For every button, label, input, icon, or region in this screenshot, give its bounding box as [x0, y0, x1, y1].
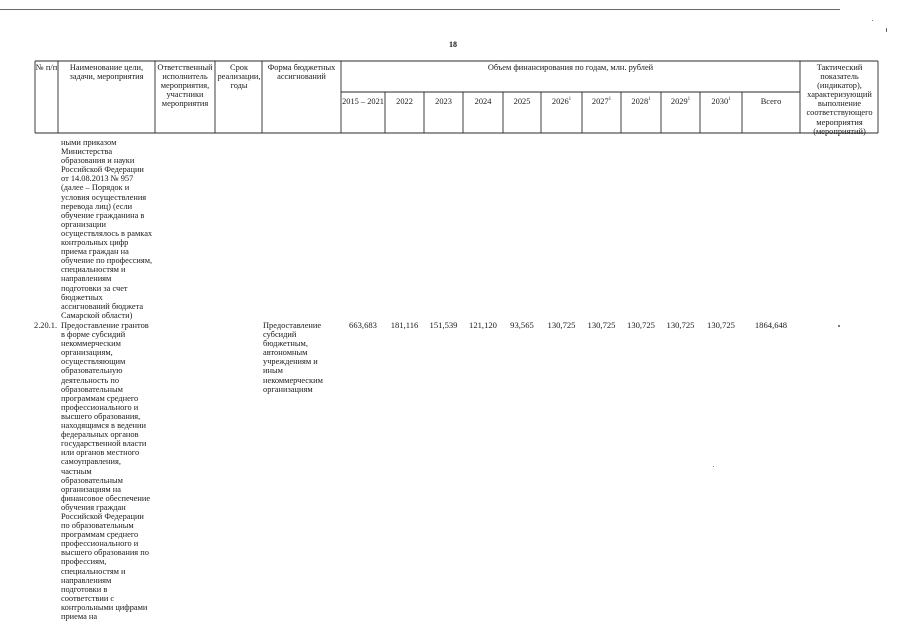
header-num: № п/п	[35, 63, 58, 72]
header-period: Срок реализации, годы	[217, 63, 261, 91]
footnote-marker: 1	[728, 97, 731, 103]
header-form: Форма бюджетных ассигнований	[267, 63, 336, 82]
year-header	[541, 97, 582, 106]
row-name: Предоставление грантов в форме субсидий некоммерческим организациям, осуществляющим образовательную деятельность по образовательным программам среднего профессионального и высшего образования, находящимся в ведении федеральных органов государственной власти или органов местного самоуправления, частным образовательным организациям на финансовое обеспечение обучения граждан Российской Федерации по образовательным программам среднего профессионального и высшего образования по профессиям, специальностям и направлениям подготовки в соответствии с контрольными цифрами приема на	[61, 321, 151, 621]
year-header: 2023	[435, 97, 452, 106]
value-cell: 130,725	[547, 320, 576, 330]
year-header-total: Всего	[760, 97, 782, 106]
footnote-marker: 1	[608, 97, 612, 103]
value-cell-total: 1864,648	[754, 320, 788, 330]
value-cell: 663,683	[349, 320, 377, 330]
year-label: 2028	[631, 97, 649, 106]
value-cell: 93,565	[510, 320, 534, 330]
value-cell: 130,725	[666, 320, 695, 330]
header-indicator: Тактический показатель (индикатор), характеризующий выполнение соответствующего мероприятия (мероприятий)	[806, 63, 873, 136]
continuation-text: ными приказом Министерства образования и науки Российской Федерации от 14.08.2013 № 957 (далее – Порядок и условия осуществления перевода лиц) (если обучение гражданина в организации осуществлялось в рамках контрольных цифр приема граждан на обучение по профессиям, специальностям и направлениям подготовки за счет бюджетных ассигнований бюджета Самарской области)	[61, 138, 153, 320]
year-label: 2026	[551, 97, 569, 106]
year-header	[621, 97, 661, 106]
scan-speck	[886, 28, 887, 32]
value-cell: 130,725	[707, 320, 735, 330]
year-label: 2030	[711, 97, 729, 106]
scan-speck	[872, 20, 873, 21]
year-header: 2025	[513, 97, 531, 106]
value-cell: 181,116	[390, 320, 419, 330]
year-header	[661, 97, 700, 106]
row-number: 2.20.1.	[34, 321, 58, 330]
value-cell: 130,725	[627, 320, 655, 330]
scan-speck	[838, 325, 840, 327]
header-responsible: Ответственный исполнитель мероприятия, участники мероприятия	[157, 63, 213, 109]
value-cell: 130,725	[587, 320, 616, 330]
footnote-marker: 1	[687, 97, 691, 103]
year-header	[582, 97, 621, 106]
scan-speck	[713, 466, 714, 467]
year-header: 2015 – 2021	[342, 97, 384, 106]
year-header	[700, 97, 742, 106]
footnote-marker: 1	[648, 97, 651, 103]
page-number: 18	[449, 40, 457, 49]
year-header: 2022	[396, 97, 413, 106]
row-form: Предоставление субсидий бюджетным, автономным учреждениям и иным некоммерческим организациям	[263, 321, 323, 394]
year-header: 2024	[474, 97, 492, 106]
year-label: 2027	[591, 97, 609, 106]
value-cell: 151,539	[429, 320, 458, 330]
value-cell: 121,120	[469, 320, 497, 330]
header-financing: Объем финансирования по годам, млн. рублей	[487, 63, 654, 72]
header-name: Наименование цели, задачи, мероприятия	[69, 63, 144, 82]
footnote-marker: 1	[568, 97, 572, 103]
year-label: 2029	[670, 97, 688, 106]
